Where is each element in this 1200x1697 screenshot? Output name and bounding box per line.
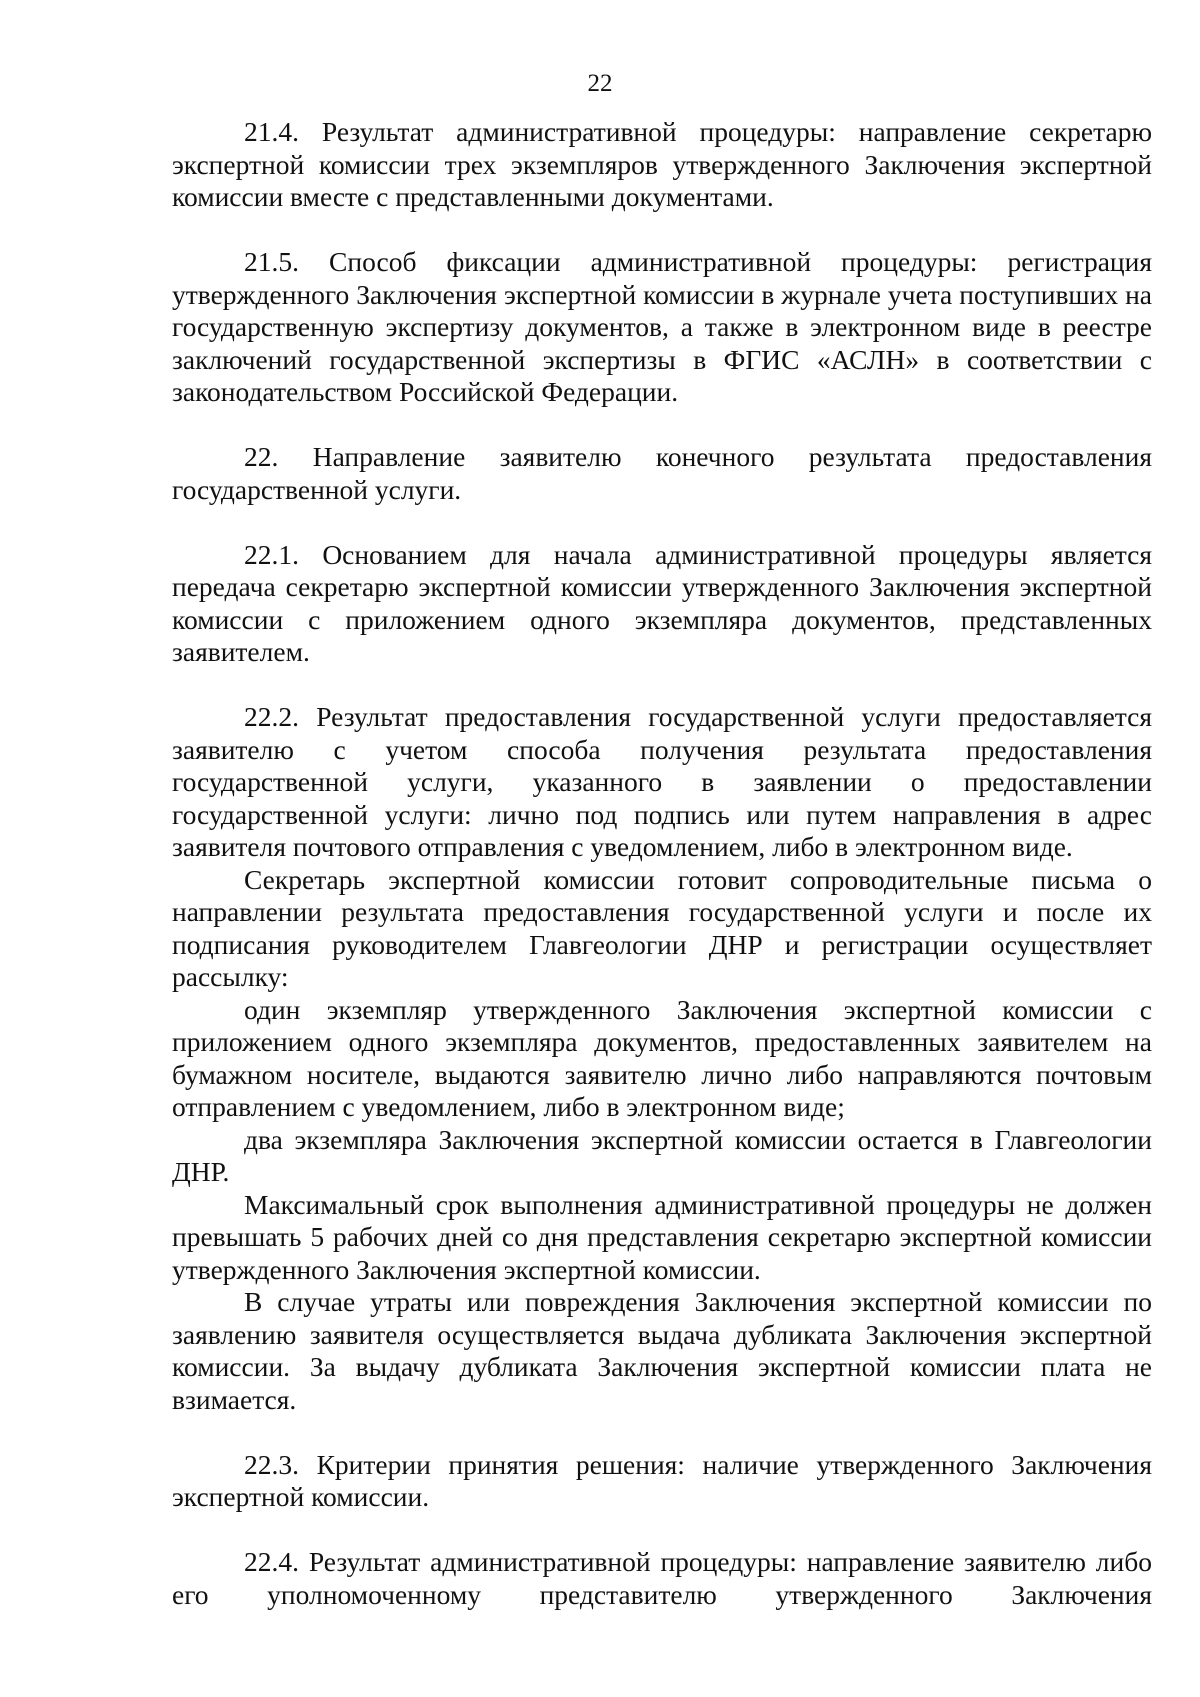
paragraph-secretary: Секретарь экспертной комиссии готовит сопроводительные письма о направлении результата предоставления государственной услуги и после их подписания руководителем Главгеологии ДНР и регистрации осуществляет рассылку: bbox=[172, 863, 1152, 992]
document-body bbox=[172, 116, 1152, 1611]
paragraph-22-4: 22.4. Результат административной процедуры: направление заявителю либо его уполномоченному представителю утвержденного Заключения bbox=[172, 1546, 1152, 1610]
paragraph-21-4: 21.4. Результат административной процедуры: направление секретарю экспертной комиссии трех экземпляров утвержденного Заключения экспертной комиссии вместе с представленными документами. bbox=[172, 116, 1152, 212]
page-number: 22 bbox=[587, 70, 613, 97]
paragraph-22-2: 22.2. Результат предоставления государственной услуги предоставляется заявителю с учетом способа получения результата предоставления государственной услуги, указанного в заявлении о предоставлении государственной услуги: лично под подпись или путем направления в адрес заявителя почтового отправления с уведомлением, либо в электронном виде. bbox=[172, 701, 1152, 862]
paragraph-one-copy: один экземпляр утвержденного Заключения экспертной комиссии с приложением одного экземпляра документов, предоставленных заявителем на бумажном носителе, выдаются заявителю лично либо направляются почтовым отправлением с уведомлением, либо в электронном виде; bbox=[172, 993, 1152, 1122]
paragraph-22-3: 22.3. Критерии принятия решения: наличие утвержденного Заключения экспертной комиссии. bbox=[172, 1448, 1152, 1512]
paragraph-duplicate: В случае утраты или повреждения Заключения экспертной комиссии по заявлению заявителя осуществляется выдача дубликата Заключения экспертной комиссии. За выдачу дубликата Заключения экспертной комиссии плата не взимается. bbox=[172, 1286, 1152, 1415]
paragraph-22-heading: 22. Направление заявителю конечного результата предоставления государственной услуги. bbox=[172, 441, 1152, 505]
paragraph-max-term: Максимальный срок выполнения административной процедуры не должен превышать 5 рабочих дней со дня представления секретарю экспертной комиссии утвержденного Заключения экспертной комиссии. bbox=[172, 1188, 1152, 1285]
paragraph-22-1: 22.1. Основанием для начала административной процедуры является передача секретарю экспертной комиссии утвержденного Заключения экспертной комиссии с приложением одного экземпляра документов, представленных заявителем. bbox=[172, 538, 1152, 667]
paragraph-21-5: 21.5. Способ фиксации административной процедуры: регистрация утвержденного Заключения экспертной комиссии в журнале учета поступивших на государственную экспертизу документов, а также в электронном виде в реестре заключений государственной экспертизы в ФГИС «АСЛН» в соответствии с законодательством Российской Федерации. bbox=[172, 246, 1152, 407]
paragraph-two-copies: два экземпляра Заключения экспертной комиссии остается в Главгеологии ДНР. bbox=[172, 1123, 1152, 1187]
